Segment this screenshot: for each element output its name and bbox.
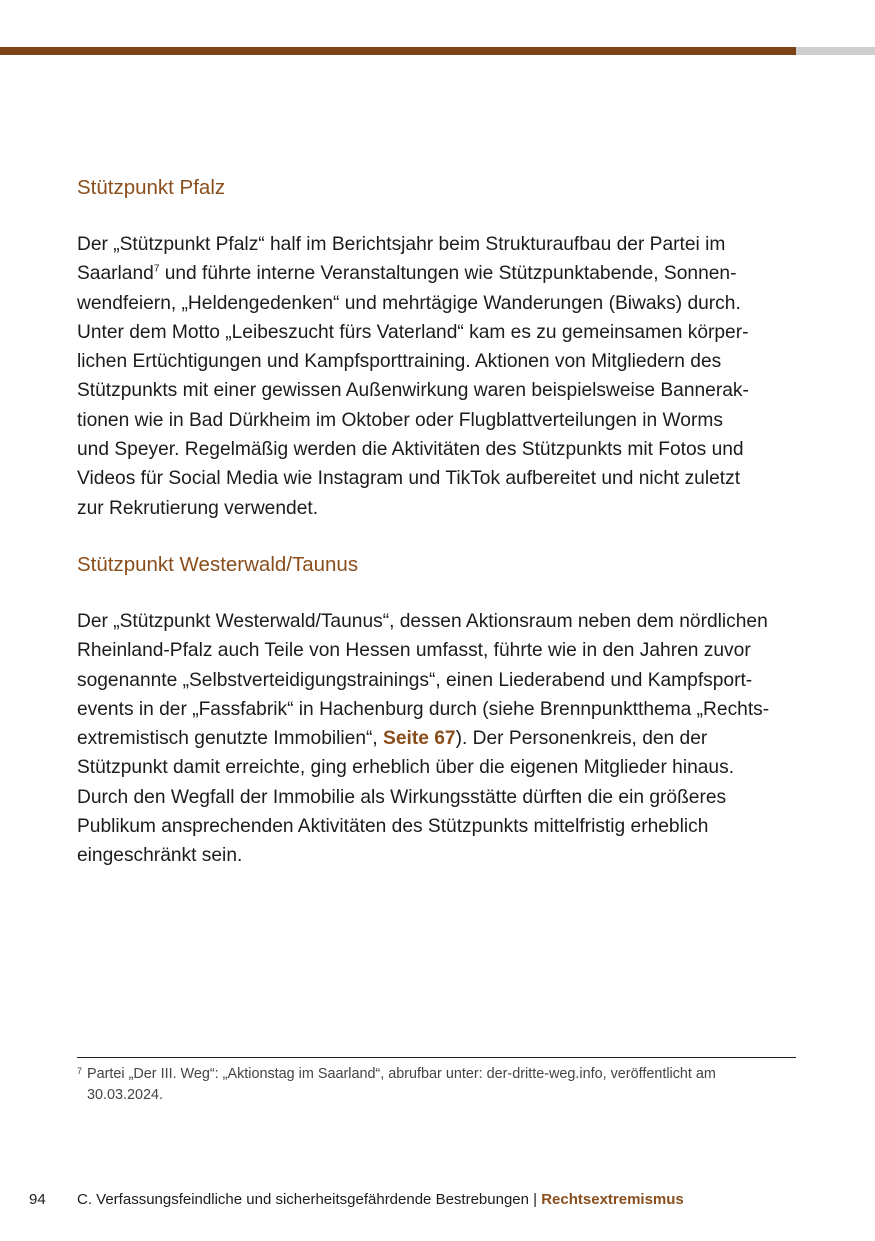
page-footer [29, 1190, 829, 1210]
header-grey-bar [796, 47, 875, 55]
header-accent-bar [0, 47, 796, 55]
footnote-number: 7 [77, 1066, 83, 1076]
page-link-seite-67[interactable]: Seite 67 [383, 728, 456, 750]
footer-chapter: C. Verfassungsfeindliche und sicherheitsgefährdende Bestrebungen | [77, 1191, 542, 1208]
footer-section: Rechtsextremismus [541, 1191, 684, 1208]
paragraph-line: Rheinland-Pfalz auch Teile von Hessen umfasst, führte wie in den Jahren zuvor [77, 640, 751, 662]
paragraph-line: wendfeiern, „Heldengedenken“ und mehrtägige Wanderungen (Biwaks) durch. [77, 292, 741, 314]
paragraph-line: Videos für Social Media wie Instagram und TikTok aufbereitet und nicht zuletzt [77, 468, 741, 490]
footnote [77, 1064, 796, 1106]
paragraph-line: Stützpunkt damit erreichte, ging erheblich über die eigenen Mitglieder hinaus. [77, 757, 735, 779]
footnote-text-line: Partei „Der III. Weg“: „Aktionstag im Saarland“, abrufbar unter: der-dritte-weg.info, veröffentlicht am [87, 1066, 716, 1082]
paragraph-line: extremistisch genutzte Immobilien“, Seite 67). Der Personenkreis, den der [77, 728, 708, 750]
paragraph-line: Der „Stützpunkt Westerwald/Taunus“, dessen Aktionsraum neben dem nördlichen [77, 610, 768, 632]
section-body-westerwald [77, 607, 799, 871]
paragraph-line: zur Rekrutierung verwendet. [77, 497, 319, 519]
paragraph-line: Stützpunkts mit einer gewissen Außenwirkung waren beispielsweise Bannerak- [77, 380, 749, 402]
paragraph-line: sogenannte „Selbstverteidigungstrainings“, einen Liederabend und Kampfsport- [77, 669, 753, 691]
paragraph-line: Durch den Wegfall der Immobilie als Wirkungsstätte dürften die ein größeres [77, 786, 727, 808]
paragraph-line: Unter dem Motto „Leibeszucht fürs Vaterland“ kam es zu gemeinsamen körper- [77, 321, 749, 343]
paragraph-line: lichen Ertüchtigungen und Kampfsporttraining. Aktionen von Mitgliedern des [77, 351, 722, 373]
paragraph-line: Publikum ansprechenden Aktivitäten des Stützpunkts mittelfristig erheblich [77, 816, 709, 838]
footnote-divider [77, 1057, 796, 1058]
paragraph-line: und Speyer. Regelmäßig werden die Aktivitäten des Stützpunkts mit Fotos und [77, 439, 744, 461]
paragraph-line: Der „Stützpunkt Pfalz“ half im Berichtsjahr beim Strukturaufbau der Partei im [77, 234, 726, 255]
section-body-pfalz [77, 230, 799, 523]
section-heading-pfalz: Stützpunkt Pfalz [77, 176, 226, 199]
footnote-text-line: 30.03.2024. [87, 1087, 164, 1103]
paragraph-line: tionen wie in Bad Dürkheim im Oktober oder Flugblattverteilungen in Worms [77, 409, 723, 431]
footnote-reference[interactable]: 7 [153, 263, 160, 275]
paragraph-line: eingeschränkt sein. [77, 845, 243, 867]
section-heading-westerwald: Stützpunkt Westerwald/Taunus [77, 552, 359, 576]
paragraph-line: events in der „Fassfabrik“ in Hachenburg durch (siehe Brennpunktthema „Rechts- [77, 698, 770, 720]
page-number: 94 [29, 1191, 46, 1208]
main-content [77, 172, 799, 871]
paragraph-line: Saarland$^7$ und führte interne Veranstaltungen wie Stützpunktabende, Sonnen- [77, 263, 737, 285]
